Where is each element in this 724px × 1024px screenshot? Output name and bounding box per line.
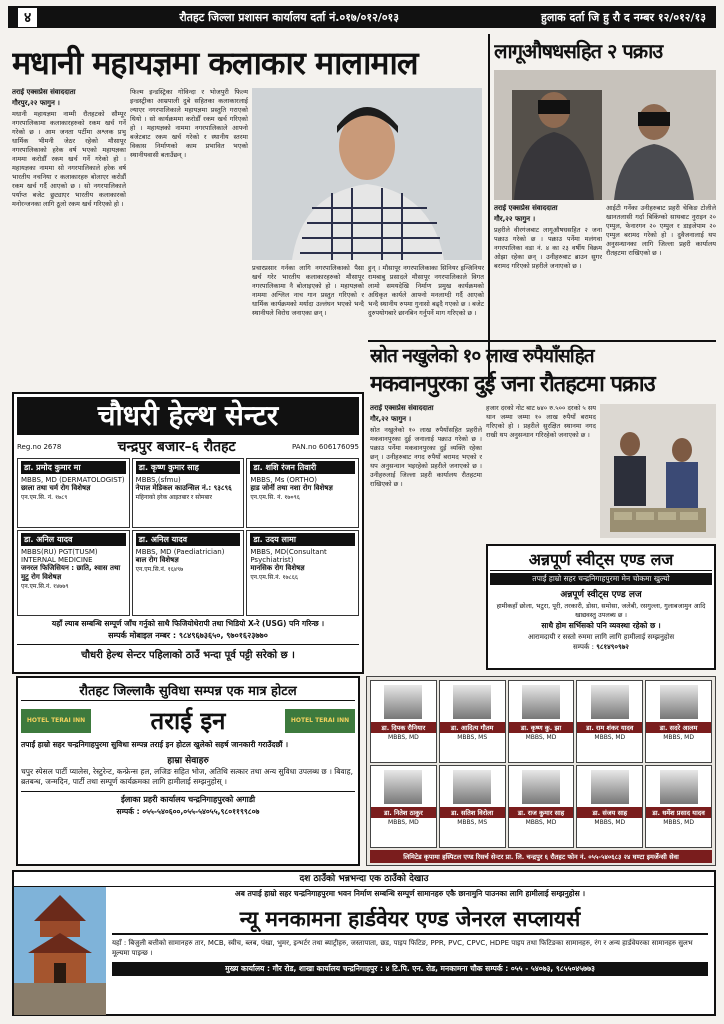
story1-column1 <box>12 88 126 388</box>
doctor-name: डा. सदरे आलम <box>646 722 711 733</box>
doctor-degree: MBBS, MD <box>525 734 557 741</box>
doctor-photo <box>591 770 629 804</box>
doctor-card <box>132 458 245 528</box>
chaudhary-footer-note: यहाँ ल्याब सम्बन्धि सम्पूर्ण जाँच गर्नुको साथै फिजियोथेरापी तथा भिडियो X-रे (USG) पनि गरिन्छ । <box>51 619 325 628</box>
story3-headline-1: स्रोत नखुलेको १० लाख रुपैयाँसहित <box>370 345 594 367</box>
doctor-name: डा. अनिल यादव <box>21 533 126 546</box>
story3-byline: तराई एक्सप्रेस संवाददाता <box>370 404 434 412</box>
doctor-card <box>439 680 506 763</box>
annapurna-highlight: साथै होम सर्भिसको पनि व्यवस्था रहेको छ । <box>541 621 661 630</box>
doctor-photo <box>522 685 560 719</box>
page-number: ४ <box>18 8 37 27</box>
hardware-title: न्यू मनकामना हार्डवेयर एण्ड जेनरल सप्लायर्स <box>112 905 708 935</box>
doctor-photo <box>591 685 629 719</box>
chaudhary-address-bar <box>17 437 359 456</box>
story1-photo <box>252 88 482 260</box>
doctor-degree: MBBS, MD <box>594 819 626 826</box>
chaudhary-tagline: चौधरी हेल्थ सेन्टर पहिलाको ठाउँ भन्दा पूर्व पट्टी सरेको छ । <box>17 644 359 661</box>
doctor-photo <box>453 685 491 719</box>
chaudhary-title: चौधरी हेल्थ सेन्टर <box>17 397 359 435</box>
doctor-card <box>645 765 712 848</box>
doctor-name: डा. नितेश ठाकुर <box>371 807 436 818</box>
annapurna-contact-label: सम्पर्क : <box>573 643 594 651</box>
chaudhary-contact: सम्पर्क मोबाइल नम्बर : ९८४९६७३६५०, ९७०१६२३७७० <box>108 631 268 640</box>
hardware-invite: अब तपाई हाम्रो सहर चन्द्रनिगाहपुरमा भवन निर्माण सम्बन्धि सम्पूर्ण सामानहरु एकै छानामुनि पाउनका लागि हामीलाई सम्झनुहोस । <box>234 889 586 898</box>
doctor-card <box>17 458 130 528</box>
hotel-logo-left: HOTEL TERAI INN <box>21 709 91 733</box>
doctor-degree: MBBS, MD <box>663 734 694 741</box>
story3-dateline: गौर,२२ फागुन । <box>370 415 412 423</box>
doctor-grid <box>17 458 359 616</box>
story2-headline: लागूऔषधसहित २ पक्राउ <box>494 39 663 63</box>
hospital-doctor-grid <box>370 680 712 848</box>
doctor-name: डा. संजय साह <box>577 807 642 818</box>
doctor-degree: MBBS, MS <box>457 734 488 741</box>
doctor-name: डा. उदय लामा <box>250 533 355 546</box>
doctor-specialty: हाड जोर्नी तथा नशा रोग विशेषज्ञ <box>250 484 333 492</box>
terai-inn-header <box>21 704 355 737</box>
doctor-photo <box>384 685 422 719</box>
terai-inn-services: चपुर स्पेसल पार्टी प्यालेस, रेस्टुरेन्ट, कन्फ्रेन्स हल, लजिङ सहित भोज, अतिथि सत्कार तथा अन्य सुविधा उपलब्ध छ । बिवाह, ब्रतबन्ध, जन्मदिन, पार्टी तथा सम्पूर्ण कार्यक्रमका लागि हामीलाई सम्झनुहोस् । <box>21 767 354 786</box>
doctor-specialty: मानसिक रोग विशेषज्ञ <box>250 563 305 572</box>
doctor-note: महिनाको हरेक आइतबार र सोमबार <box>135 494 212 501</box>
doctor-name: डा. प्रमोद कुमार मा <box>21 461 126 474</box>
doctor-degree: MBBS, MD <box>388 734 419 741</box>
hospital-ad <box>366 676 716 866</box>
story1-text: मधानी महायज्ञमा नाम्मी रौतहटको सौम्पूर नगरपालिकामा कलाकारहरुको रकम खर्च गर्ने गरेको छ । आम जनता पर्टीमा अश्लक प्रभु धार्मिक भीमनी जेठर रहेको मौसापूर नगरपालिकाको हरेक वर्ष भएको महायज्ञका नाममा करोडौँ रकम खर्च गर्ने गरेको हो । महायज्ञका नाममा सो नगरपालिकाले हरेक वर्ष भारतीय नचनिया र कलाकारहरु बोलाएर करोडौँ रकम खर्च गर्दै आएको छ । सो नगरपालिकाले पर्याप्त बजेट छुट्याएर भारतीय कलाकारको मनोरन्जनका लागि ठूलो रकम खर्च गरिएको हो । <box>12 110 126 208</box>
annapurna-name: अन्नपूर्ण स्वीट्स एण्ड लज <box>560 590 642 600</box>
terai-inn-location: ईलाका प्रहरी कार्यालय चन्द्रनिगाहपुरको अगाडी <box>21 791 355 805</box>
temple-photo <box>14 887 106 1015</box>
story2-text: प्रहरीले वीरगंजबाट लागूऔषधसहित २ जना पक्राउ गरेको छ । पक्राउ पर्नेमा मलंगवा नगरपालिका वडा नं. ४ का २३ वर्षीय विक्रम ओझा रहेका छन् । उनीहरुबाट ब्राउन सुगर बरामद गरिएको प्रहरीले जनाएको छ । <box>494 226 602 270</box>
doctor-card <box>246 458 359 528</box>
story1-headline: मधानी महायज्ञमा कलाकार मालामाल <box>12 44 418 82</box>
doctor-card <box>370 680 437 763</box>
doctor-specialty: छाला तथा चर्म रोग विशेषज्ञ <box>21 484 91 492</box>
hospital-footer: लिमिटेड कृपामा हस्पिटल एण्ड रिसर्च सेन्टर प्रा. लि. चन्द्रपुर ६ रौतहट फोन नं. ०५५-५४०६८३ २४ घण्टा इमर्जेन्सी सेवा <box>370 850 712 863</box>
paper-registration: रौतहट जिल्ला प्रशासन कार्यालय दर्ता नं.०१७/०१२/०१३ <box>179 10 399 24</box>
doctor-degree: MBBS, MD (Paediatrician) <box>135 547 225 556</box>
doctor-name: डा. शशि रंजन तिवारी <box>250 461 355 474</box>
doctor-degree: MBBS, MD <box>663 819 694 826</box>
story2-dateline: गौर,२२ फागुन । <box>494 215 536 223</box>
doctor-card <box>132 530 245 617</box>
doctor-degree: MBBS, MD <box>525 819 557 826</box>
doctor-name: डा. आदित्य गौतम <box>440 722 505 733</box>
doctor-degree: MBBS(RU) PGT(TUSM) INTERNAL MEDICINE <box>21 547 98 564</box>
hardware-ad <box>12 870 716 1016</box>
story3-column2: हजार दरको नोट बाट ७४० रु.५०० दरको ५ सय थान जम्मा जम्मा १० लाख रुपैयाँ बरामद गरिएको हो । प्रहरीले सुरक्षित स्थानमा नगद राखी थप अनुसन्धान गरिरहेको जनाएको छ । <box>486 404 596 439</box>
doctor-card <box>439 765 506 848</box>
doctor-note: एन.एम.सि.नं. १७८६६ <box>250 573 298 581</box>
hardware-content <box>106 887 714 1015</box>
actor-photo <box>252 88 482 260</box>
doctor-photo <box>660 770 698 804</box>
doctor-name: डा. कृष्ण कुमार साह <box>136 461 241 474</box>
doctor-card <box>17 530 130 617</box>
annapurna-ad <box>486 544 716 670</box>
chaudhary-health-ad <box>12 392 364 674</box>
doctor-note: एन.एम.सि. नं. १७८९ <box>21 494 68 501</box>
story3-photo <box>600 404 716 538</box>
doctor-specialty: बाल रोग विशेषज्ञ <box>135 555 179 564</box>
story1-column3: प्रचारप्रसार गर्नका लागि नगरपालिकाको पैसा खर्च गरेर भारतीय कलाकारहरुको मौसापूर नगरपालिकामा नै बोलाइएको हो । महायज्ञको नाममा अश्लिल नाच गान प्रस्तुत गरिएको र धार्मिक कार्यक्रमको मर्यादा उल्लंघन भएको भन्दै स्थानीयले विरोध जनाएका छन् । <box>252 264 364 317</box>
chaudhary-reg: Reg.no 2678 <box>17 442 62 451</box>
story1-byline: तराई एक्सप्रेस संवाददाता <box>12 88 76 96</box>
doctor-photo <box>660 685 698 719</box>
doctor-name: डा. धर्मेश प्रसाद यादव <box>646 807 711 818</box>
doctor-note: एन.एम.सि.नं. १४७७९ <box>21 582 69 590</box>
doctor-photo <box>522 770 560 804</box>
terai-inn-services-title: हाम्रा सेवाहरु <box>167 756 209 766</box>
temple-image <box>14 887 106 1015</box>
cash-seizure-photo <box>600 404 716 538</box>
annapurna-subtitle: तपाईं हाम्रो सहर चन्द्रनिगाहपुरमा मेन चोकमा खुल्यो <box>490 573 712 585</box>
doctor-specialty: नेपाल मेडिकल काउन्सिल नं.: ९३८९६ <box>135 484 232 492</box>
terai-inn-banner: रौतहट जिल्लाकै सुविधा सम्पन्न एक मात्र होटल <box>21 681 355 701</box>
doctor-degree: MBBS,(sfmu) <box>135 476 181 484</box>
doctor-note: एन.एम.सि. नं. १७०९६ <box>250 494 300 501</box>
hardware-topline: दश ठाउँको भन्नभन्दा एक ठाउँको देखाउ <box>14 872 714 887</box>
doctor-card <box>370 765 437 848</box>
doctor-degree: MBBS, Ms (ORTHO) <box>250 476 318 484</box>
story2-photo <box>494 70 716 200</box>
story2-column2: आईटी गर्नेका उनीहरुबाट प्रहरी चेकिङ टोलीले खानतलासी गर्दा बिकिंग्को साथबाट नुराइन २० एम्पुल, फेनारगन २० एम्पुल र डाइजेपाम २० एम्पुल बरामद गरेको हो । दुवैजनालाई थप अनुसन्धानका लागि जिल्ला प्रहरी कार्यालय रौतहटमा राखिएको छ । <box>606 204 716 257</box>
story1-column2: फिल्म इन्डस्ट्रिका गोविन्दा र भोजपुरी फिल्म इन्डस्ट्रीका आम्रपाली दुबे सहितका कलाकारलाई ल्याएर नगरपालिकाले महायज्ञमा प्रस्तुति गराएको थियो । सो कार्यक्रममा करोडौँ रकम खर्च गरिएको हो । महायज्ञको नाममा नगरपालिकाले आफ्नो बजेटबाट रकम खर्च गरेको र स्थानीय स्तरमा विकास निर्माणको काम प्रभावित भएको स्थानीयवासी बताउँछन् । <box>130 88 248 159</box>
arrested-persons-photo <box>494 70 716 200</box>
chaudhary-address: चन्द्रपुर बजार–६ रौतहट <box>117 439 236 455</box>
divider <box>488 34 490 384</box>
terai-inn-intro: तपाईं हाम्रो सहर चन्द्रनिगाहपुरमा सुविधा सम्पन्न तराई इन होटल खुलेको सहर्ष जानकारी गराउँदछौं । <box>21 740 289 749</box>
divider <box>368 340 716 342</box>
doctor-name: डा. सतिश विरोला <box>440 807 505 818</box>
doctor-card <box>508 765 575 848</box>
header-bar <box>8 6 716 28</box>
hotel-logo-right: HOTEL TERAI INN <box>285 709 355 733</box>
doctor-photo <box>453 770 491 804</box>
chaudhary-pan: PAN.no 606176095 <box>291 442 359 451</box>
hardware-desc: यहाँ : बिजुली बत्तीको सामानहरु तार, MCB, स्वीच, ब्लब, पंखा, भुमर, इन्भर्टर तथा ब्याट्रीहरु, जस्तापाता, छड, पाइप फिटिङ, PPR, PVC, CPVC, HDPE पाइप तथा फिटिङका सामानहरु, रंग र अन्य हार्डवेयरका सामानहरु सुलभ मूल्यमा पाइन्छ । <box>112 939 693 957</box>
hardware-body <box>14 887 714 1015</box>
annapurna-contact <box>490 643 712 652</box>
annapurna-contact-number: ९८१४९०९७२ <box>596 643 629 651</box>
story2-column1 <box>494 204 602 338</box>
annapurna-title: अन्नपूर्ण स्वीट्स एण्ड लज <box>490 548 712 571</box>
terai-inn-name: तराई इन <box>150 706 226 735</box>
doctor-degree: MBBS, MS <box>457 819 488 826</box>
doctor-degree: MBBS, MD(Consultant Psychiatrist) <box>250 547 327 564</box>
story3-text: स्रोत नखुलेको १० लाख रुपैयाँसहित प्रहरीले मकवानपुरका दुई जनालाई पक्राउ गरेको छ । पक्राउ पर्नेमा मकवानपुरका दुई व्यक्ति रहेका छन् । उनीहरुबाट नगद रुपैयाँ बरामद भएको र थप अनुसन्धान भइरहेको प्रहरीले जनाएको छ । उनीहरुलाई जिल्ला प्रहरी कार्यालय रौतहटमा राखिएको छ । <box>370 426 482 488</box>
doctor-name: डा. राम शंकर यादव <box>577 722 642 733</box>
doctor-card <box>508 680 575 763</box>
story2-byline: तराई एक्सप्रेस संवाददाता <box>494 204 558 212</box>
doctor-card <box>576 680 643 763</box>
doctor-degree: MBBS, MD <box>594 734 626 741</box>
story1-dateline: गौरपुर,२२ फागुन । <box>12 99 60 107</box>
annapurna-desc: हामीकहाँ छोला, भटुरा, पूरी, तरकारी, डोसा, समोसा, जलेबी, रसगुल्ला, गुलाबजामुन आदि खाद्यवस्तु उपलब्ध छ । <box>496 602 706 619</box>
doctor-name: डा. दिपक रौनियार <box>371 722 436 733</box>
story3-column1 <box>370 404 482 668</box>
story1-column4: हुन् । मौसापूर नगरपालिकाका सिनियर इन्जिनियर रामबाबु प्रसादले मौसापूर नगरपालिकाले विगत लामो समयदेखि निर्माण प्रमुख कार्यक्रमको अधिकृत कार्यले आफ्नो मनलाग्दी गर्दै आएको भन्दै स्थानीय रुपमा गुनासो बढ्दै गएको छ । बजेट दुरुपयोगबारे छानबिन गर्नुपर्ने माग गरिएको छ । <box>368 264 484 317</box>
doctor-name: डा. राज कुमार साह <box>509 807 574 818</box>
doctor-card <box>246 530 359 617</box>
doctor-degree: MBBS, MD <box>388 819 419 826</box>
terai-inn-ad <box>16 676 360 866</box>
doctor-specialty: जनरल फिजिसियन : छाति, श्वास तथा मुटु रोग विशेषज्ञ <box>21 563 121 581</box>
doctor-name: डा. कृष्ण कु. झा <box>509 722 574 733</box>
doctor-card <box>576 765 643 848</box>
doctor-photo <box>384 770 422 804</box>
annapurna-invite: आरामदायी र सस्तो रुममा लागि लागि हामीलाई सम्झनुहोस <box>527 633 675 641</box>
terai-inn-contact: सम्पर्क : ०५५-५४०६००,०५५-५४०५५,९८०११९९८०७ <box>116 807 260 816</box>
postal-registration: हुलाक दर्ता जि हु रौ द नम्बर १२/०१२/१३ <box>541 10 706 24</box>
story3-headline-2: मकवानपुरका दुई जना रौतहटमा पक्राउ <box>370 371 655 397</box>
doctor-degree: MBBS, MD (DERMATOLOGIST) <box>21 476 125 484</box>
doctor-card <box>645 680 712 763</box>
hardware-contact: मुख्य कार्यालय : गौर रोड, शाखा कार्यालय चन्द्रनिगाहपुर : ४ टि.पि. एन. रोड, मनकामना चौक सम्पर्क : ०५५ - ५४०७३, ९८५५०४५७७३ <box>112 962 708 976</box>
doctor-note: एन.एम.सि.नं. १६४९७ <box>135 565 184 573</box>
doctor-name: डा. अनिल यादव <box>136 533 241 546</box>
